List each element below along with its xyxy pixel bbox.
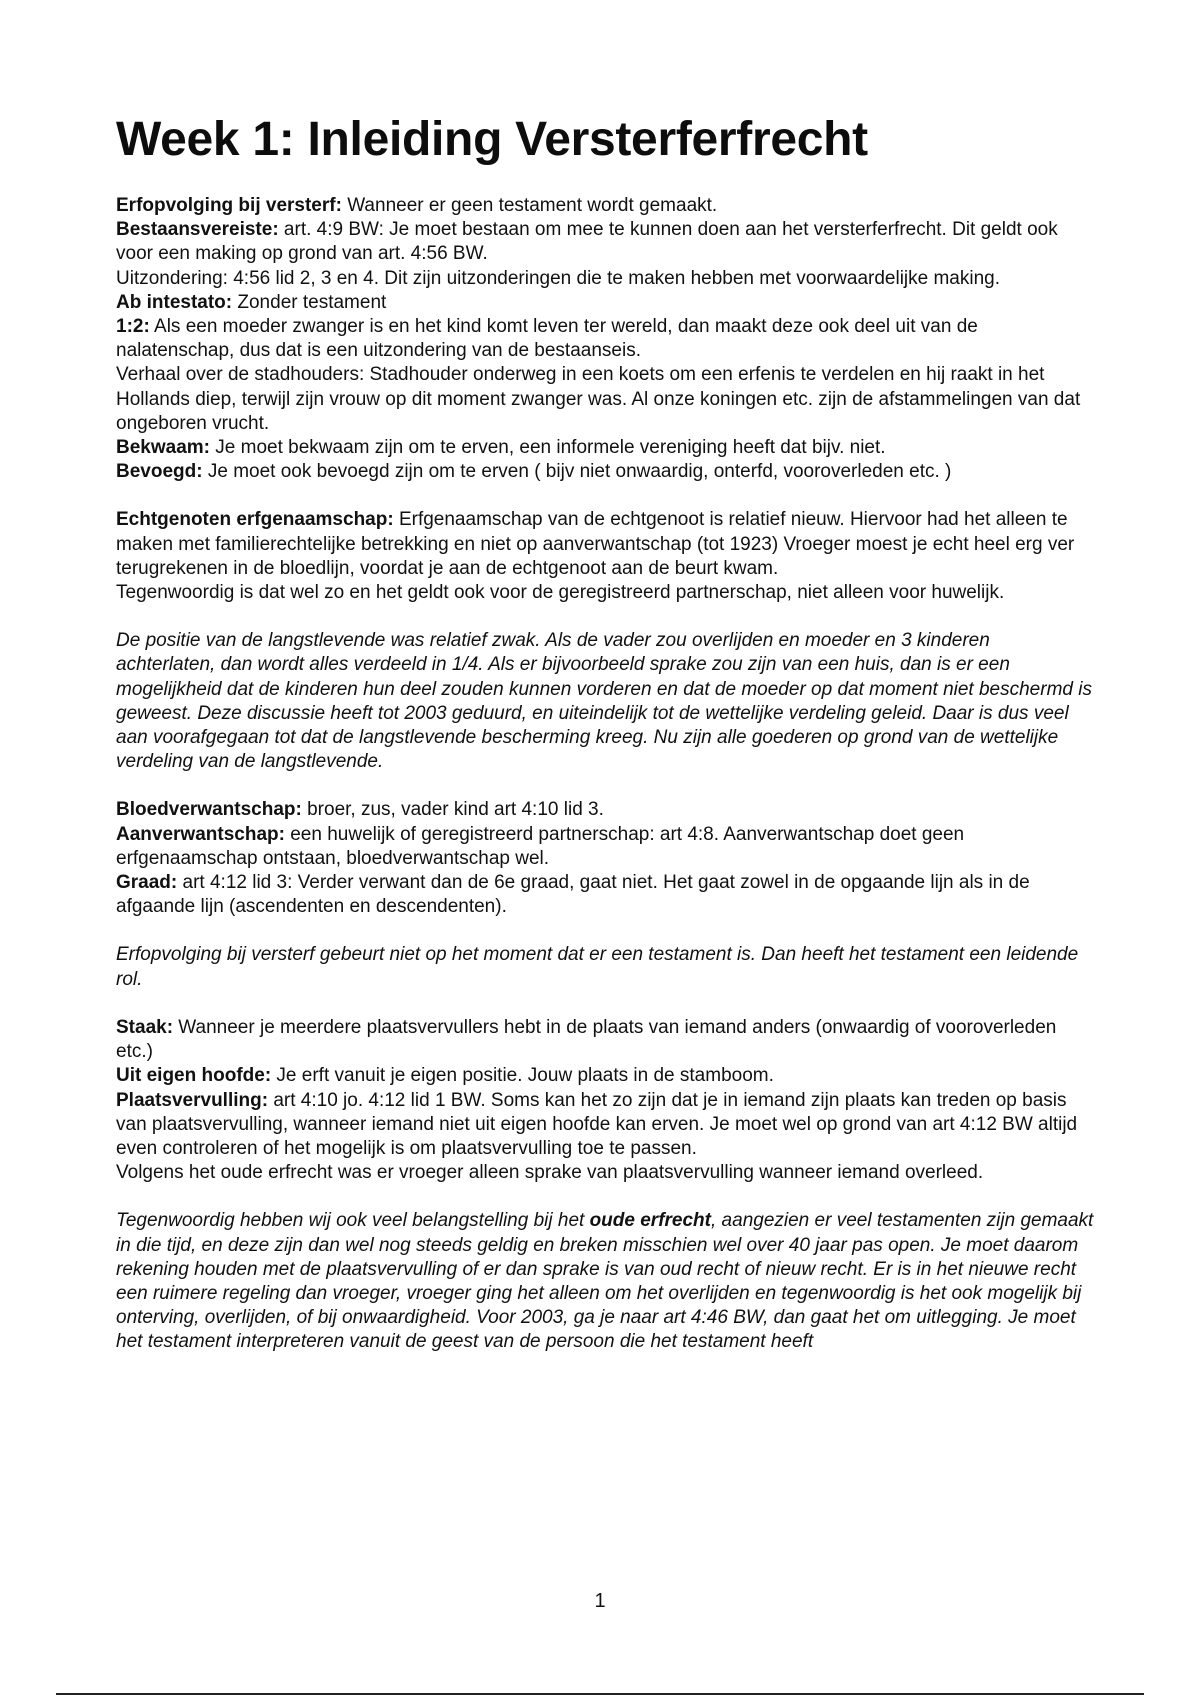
term-text: Zonder testament bbox=[232, 291, 387, 313]
term-text: art 4:10 jo. 4:12 lid 1 BW. Soms kan het zo zijn dat je in iemand zijn plaats kan treden op basis van plaatsvervulling, wanneer iemand niet uit eigen hoofde kan erven. Je moet wel op grond van art 4:12 BW altijd even controleren of het mogelijk is om plaatsvervulling toe te passen. bbox=[116, 1089, 1078, 1159]
term-text: Als een moeder zwanger is en het kind komt leven ter wereld, dan maakt deze ook deel uit van de nalatenschap, dus dat is een uitzondering van de bestaanseis. bbox=[116, 316, 978, 362]
term-text: een huwelijk of geregistreerd partnerschap: art 4:8. Aanverwantschap doet geen erfgenaamschap ontstaan, bloedverwantschap wel. bbox=[116, 823, 965, 869]
term-text: Wanneer je meerdere plaatsvervullers hebt in de plaats van iemand anders (onwaardig of vooroverleden etc.) bbox=[116, 1016, 1057, 1063]
page-number: 1 bbox=[594, 1590, 606, 1612]
term-label: Bestaansvereiste: bbox=[116, 219, 279, 241]
term-label: Erfopvolging bij versterf: bbox=[116, 195, 342, 216]
paragraph-bloedverwantschap bbox=[116, 798, 1094, 822]
document-body bbox=[116, 194, 1094, 1355]
term-label: Bevoegd: bbox=[116, 461, 203, 483]
paragraph-plaatsvervulling bbox=[116, 1089, 1094, 1162]
term-text: Erfgenaamschap van de echtgenoot is relatief nieuw. Hiervoor had het alleen te maken met familierechtelijke betrekking en niet op aanverwantschap (tot 1923) Vroeger moest je echt heel erg ver terugrekenen in de bloedlijn, voordat je aan de echtgenoot aan de beurt kwam. bbox=[116, 509, 1075, 579]
paragraph-1-2 bbox=[116, 315, 1094, 363]
term-label: Staak: bbox=[116, 1016, 174, 1038]
paragraph-echtgenoten bbox=[116, 508, 1094, 581]
paragraph-erfopvolging-testament: Erfopvolging bij versterf gebeurt niet op het moment dat er een testament is. Dan heeft het testament een leidende rol. bbox=[116, 944, 1079, 990]
paragraph-oude-erfrecht bbox=[116, 1209, 1094, 1354]
emphasis-oude-erfrecht: oude erfrecht bbox=[589, 1210, 711, 1232]
paragraph-bekwaam bbox=[116, 436, 1094, 460]
text-segment: , aangezien er veel testamenten zijn gemaakt in die tijd, en deze zijn dan wel nog steeds geldig en breken misschien wel over 40 jaar pas open. Je moet daarom rekening houden met de plaatsvervulling of er dan sprake is van oud recht of nieuw recht. Er is in het nieuwe recht een ruimere regeling dan vroeger, vroeger ging het alleen om het overlijden en tegenwoordig is het ook mogelijk bij onterving, overlijden, of bij onwaardigheid. Voor 2003, ga je naar art 4:46 BW, dan gaat het om uitlegging. Je moet het testament interpreteren vanuit de geest van de persoon die het testament heeft bbox=[116, 1210, 1094, 1353]
term-text: Je moet ook bevoegd zijn om te erven ( bijv niet onwaardig, onterfd, vooroverleden etc. ) bbox=[202, 461, 952, 483]
term-label: Uit eigen hoofde: bbox=[116, 1065, 272, 1087]
paragraph-aanverwantschap bbox=[116, 823, 1094, 871]
term-label: Graad: bbox=[116, 872, 178, 894]
term-text: Je moet bekwaam zijn om te erven, een informele vereniging heeft dat bijv. niet. bbox=[210, 437, 886, 459]
term-label: 1:2: bbox=[116, 316, 150, 338]
term-text: Wanneer er geen testament wordt gemaakt. bbox=[341, 195, 718, 216]
term-label: Echtgenoten erfgenaamschap: bbox=[116, 509, 394, 531]
paragraph-graad bbox=[116, 871, 1094, 919]
term-text: art. 4:9 BW: Je moet bestaan om mee te kunnen doen aan het versterferfrecht. Dit geldt ook voor een making op grond van art. 4:56 BW. bbox=[116, 219, 1058, 265]
paragraph-bevoegd bbox=[116, 460, 1094, 484]
paragraph-uit-eigen-hoofde bbox=[116, 1064, 1094, 1088]
paragraph-bestaansvereiste bbox=[116, 218, 1094, 266]
term-label: Bloedverwantschap: bbox=[116, 799, 302, 821]
term-label: Aanverwantschap: bbox=[116, 823, 285, 845]
paragraph-ab-intestato bbox=[116, 291, 1094, 315]
term-text: Je erft vanuit je eigen positie. Jouw plaats in de stamboom. bbox=[271, 1065, 774, 1087]
paragraph-erfopvolging bbox=[116, 194, 1094, 218]
term-text: art 4:12 lid 3: Verder verwant dan de 6e graad, gaat niet. Het gaat zowel in de opgaande lijn als in de afgaande lijn (ascendenten en descendenten). bbox=[116, 872, 1030, 918]
paragraph-tegenwoordig: Tegenwoordig is dat wel zo en het geldt ook voor de geregistreerd partnerschap, niet alleen voor huwelijk. bbox=[116, 582, 1005, 604]
paragraph-langstlevende: De positie van de langstlevende was relatief zwak. Als de vader zou overlijden en moeder en 3 kinderen achterlaten, dan wordt alles verdeeld in 1/4. Als er bijvoorbeeld sprake zou zijn van een huis, dan is er een mogelijkheid dat de kinderen hun deel zouden kunnen vorderen en dat de moeder op dat moment niet beschermd is geweest. Deze discussie heeft tot 2003 geduurd, en uiteindelijk tot de wettelijke verdeling geleid. Daar is dus veel aan voorafgegaan tot dat de langstlevende bescherming kreeg. Nu zijn alle goederen op grond van de wettelijke verdeling van de langstlevende. bbox=[116, 630, 1092, 773]
paragraph-oude-erfrecht-volgens: Volgens het oude erfrecht was er vroeger alleen sprake van plaatsvervulling wanneer iemand overleed. bbox=[116, 1162, 984, 1184]
term-label: Plaatsvervulling: bbox=[116, 1089, 269, 1111]
term-text: broer, zus, vader kind art 4:10 lid 3. bbox=[301, 799, 604, 821]
term-label: Bekwaam: bbox=[116, 437, 210, 459]
page-bottom-divider bbox=[56, 1693, 1144, 1695]
paragraph-stadhouders: Verhaal over de stadhouders: Stadhouder onderweg in een koets om een erfenis te verdelen en hij raakt in het Hollands diep, terwijl zijn vrouw op dit moment zwanger was. Al onze koningen etc. zijn de afstammelingen van dat ongeboren vrucht. bbox=[116, 364, 1081, 434]
page-title: Week 1: Inleiding Versterferfrecht bbox=[116, 113, 868, 166]
text-segment: Tegenwoordig hebben wij ook veel belangstelling bij het bbox=[116, 1210, 590, 1232]
term-label: Ab intestato: bbox=[116, 291, 233, 313]
paragraph-uitzondering: Uitzondering: 4:56 lid 2, 3 en 4. Dit zijn uitzonderingen die te maken hebben met voorwaardelijke making. bbox=[116, 267, 1001, 289]
paragraph-staak bbox=[116, 1016, 1094, 1064]
